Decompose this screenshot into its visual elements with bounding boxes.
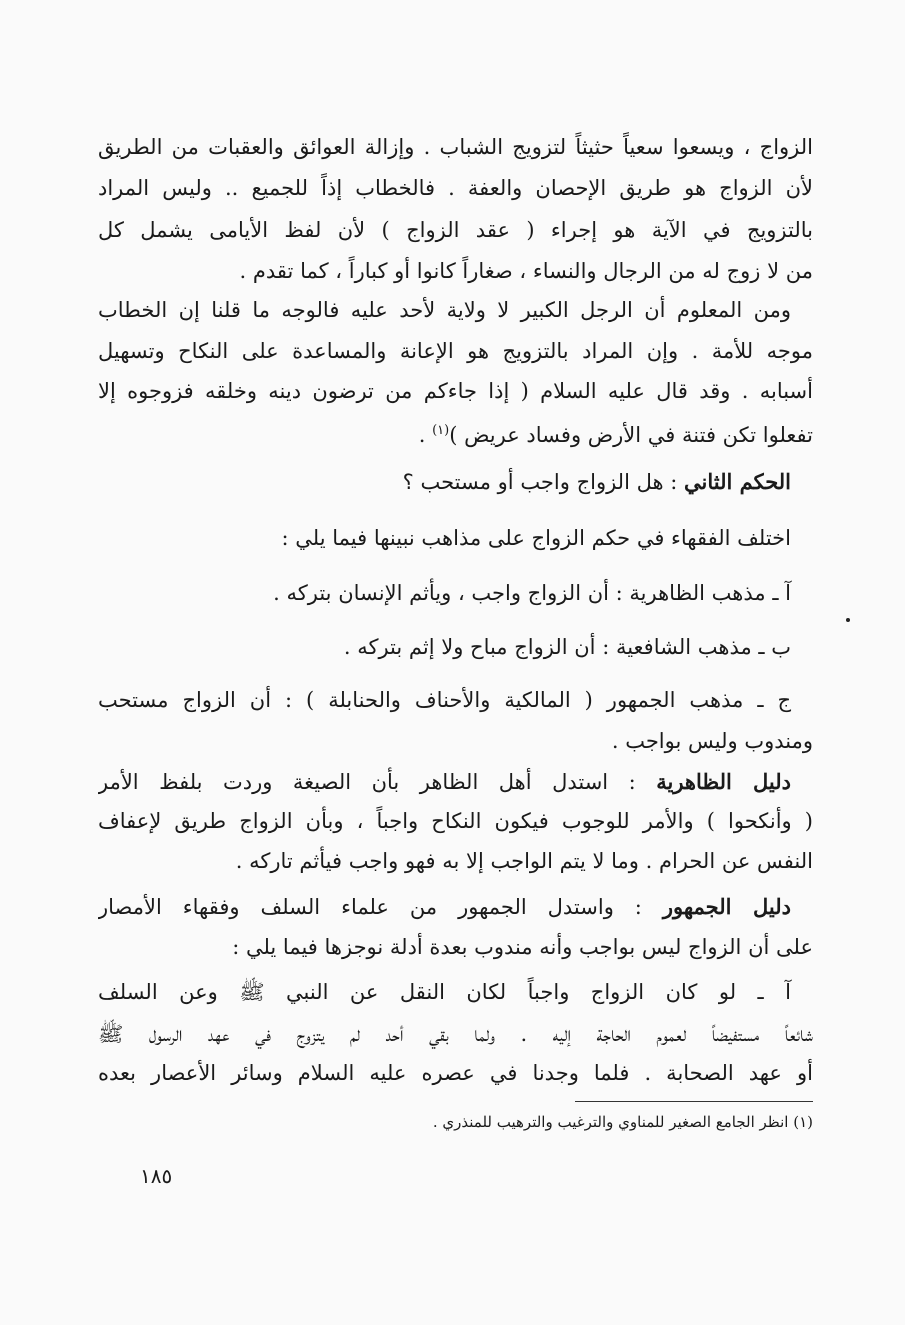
text-line: الزواج ، ويسعوا سعياً حثيثاً لتزويج الشباب . وإزالة العوائق والعقبات من الطريق — [98, 135, 813, 159]
evidence-heading — [98, 765, 813, 799]
evidence-label: دليل الظاهرية — [656, 769, 791, 794]
page-number: ١٨٥ — [140, 1164, 173, 1188]
text-line: من لا زوج له من الرجال والنساء ، صغاراً كانوا أو كباراً ، كما تقدم . — [239, 259, 813, 283]
text-line: النفس عن الحرام . وما لا يتم الواجب إلا به فهو واجب فيأثم تاركه . — [235, 849, 813, 873]
text-line: ( وأنكحوا ) والأمر للوجوب فيكون النكاح واجباً ، وبأن الزواج طريق لإعفاف — [98, 809, 813, 833]
text-line: أسبابه . وقد قال عليه السلام ( إذا جاءكم من ترضون دينه وخلقه فزوجوه إلا — [98, 379, 813, 403]
evidence-heading — [98, 890, 813, 924]
text-line: على أن الزواج ليس بواجب وأنه مندوب بعدة أدلة نوجزها فيما يلي : — [232, 935, 813, 959]
text-line: موجه للأمة . وإن المراد بالتزويج هو الإعانة والمساعدة على النكاح وتسهيل — [98, 339, 813, 363]
footnote: (١) انظر الجامع الصغير للمناوي والترغيب والترهيب للمنذري . — [432, 1113, 813, 1131]
text-line: اختلف الفقهاء في حكم الزواج على مذاهب نبينها فيما يلي : — [281, 526, 791, 550]
heading-label: الحكم الثاني — [684, 469, 791, 494]
list-item: آ ـ مذهب الظاهرية : أن الزواج واجب ، ويأثم الإنسان بتركه . — [273, 581, 791, 605]
footnote-reference: (١) — [432, 423, 450, 438]
heading-text: : هل الزواج واجب أو مستحب ؟ — [402, 470, 684, 494]
list-item: ج ـ مذهب الجمهور ( المالكية والأحناف والحنابلة ) : أن الزواج مستحب — [98, 688, 791, 712]
evidence-text: : استدل أهل الظاهر بأن الصيغة وردت بلفظ الأمر — [98, 770, 657, 794]
footnote-separator — [575, 1101, 813, 1102]
ink-speck — [846, 618, 850, 622]
text-line: لأن الزواج هو طريق الإحصان والعفة . فالخطاب إذاً للجميع .. وليس المراد — [98, 176, 813, 200]
evidence-label: دليل الجمهور — [662, 894, 792, 919]
text-line: ومن المعلوم أن الرجل الكبير لا ولاية لأحد عليه فالوجه ما قلنا إن الخطاب — [98, 298, 791, 322]
text-line: ومندوب وليس بواجب . — [611, 729, 813, 753]
sentence-end: . — [418, 423, 433, 447]
evidence-text: : واستدل الجمهور من علماء السلف وفقهاء الأمصار — [98, 895, 663, 919]
text-line: شائعاً مستفيضاً لعموم الحاجة إليه . ولما بقي أحد لم يتزوج في عهد الرسول ﷺ — [98, 1022, 813, 1046]
text-line — [98, 414, 813, 452]
list-item: ب ـ مذهب الشافعية : أن الزواج مباح ولا إثم بتركه . — [343, 635, 791, 659]
hadith-text: تفعلوا تكن فتنة في الأرض وفساد عريض ) — [449, 423, 813, 447]
text-line: بالتزويج في الآية هو إجراء ( عقد الزواج ) لأن لفظ الأيامى يشمل كل — [98, 218, 813, 242]
text-line: أو عهد الصحابة . فلما وجدنا في عصره عليه السلام وسائر الأعصار بعده — [98, 1061, 813, 1085]
list-item: آ ـ لو كان الزواج واجباً لكان النقل عن النبي ﷺ وعن السلف — [98, 980, 791, 1004]
section-heading — [98, 465, 813, 499]
